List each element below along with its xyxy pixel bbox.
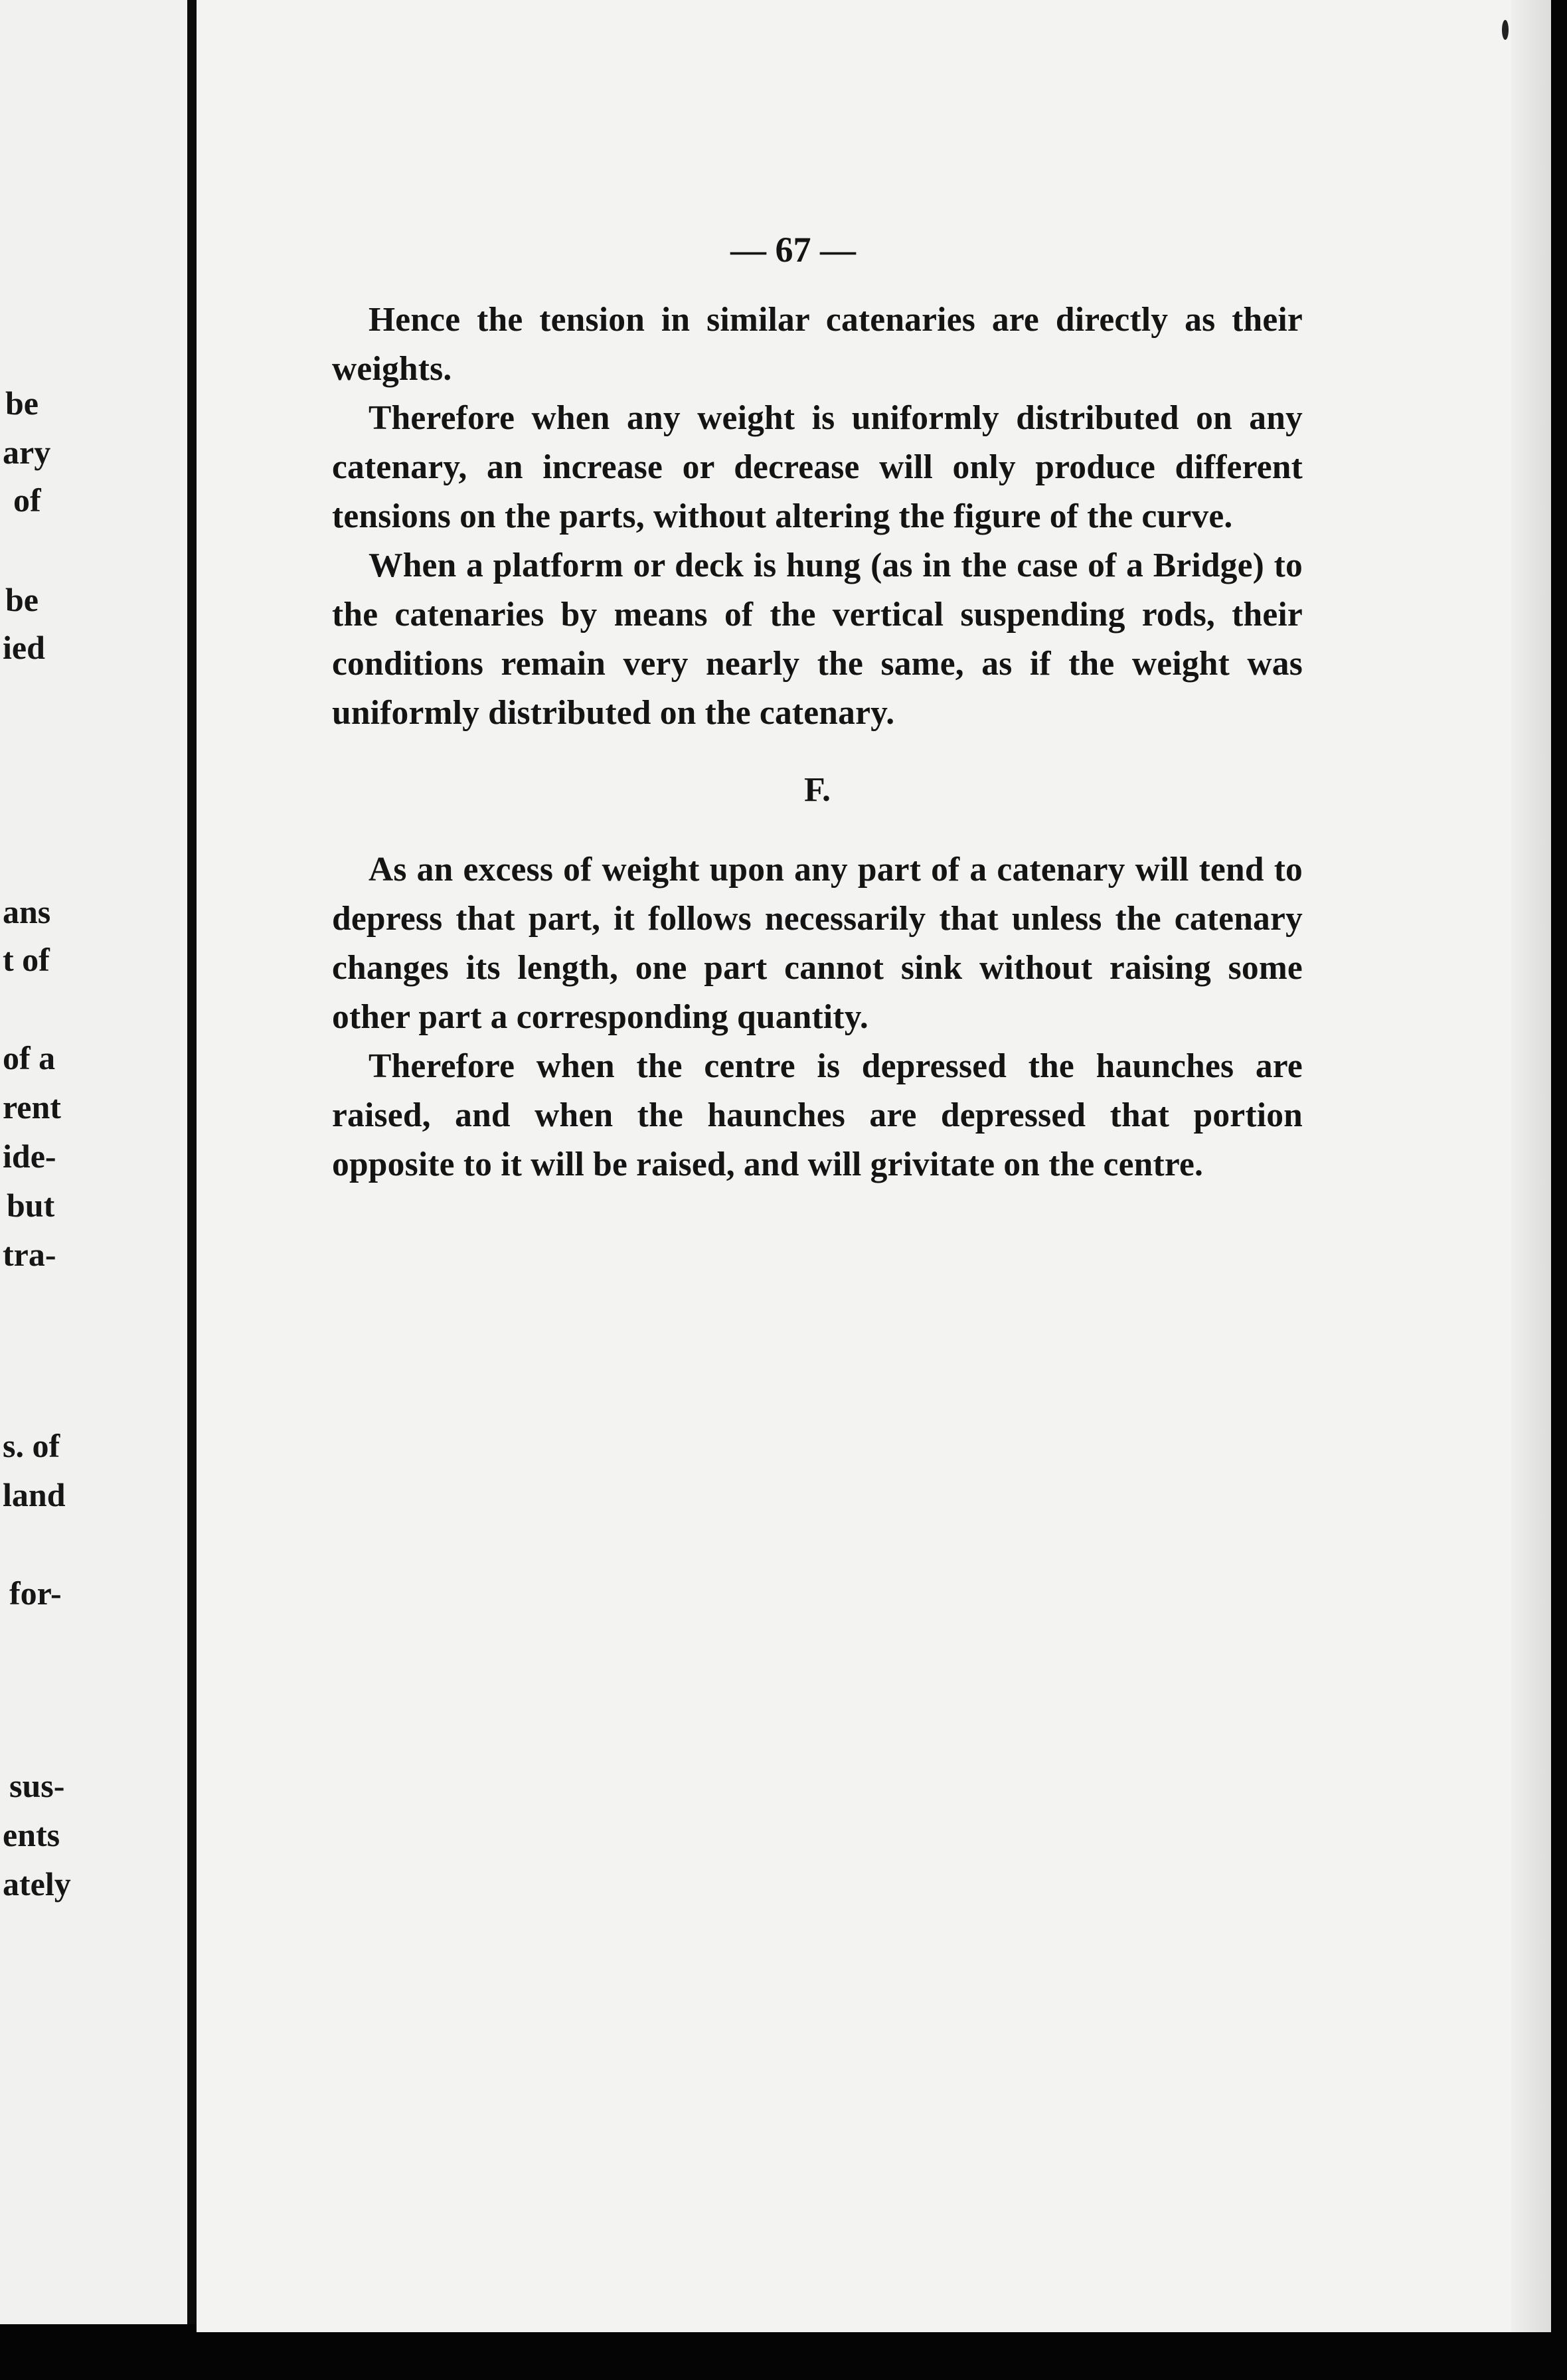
- ink-speck: [1502, 20, 1509, 40]
- facing-line-fragment: be: [5, 581, 39, 618]
- facing-line-fragment: rent: [3, 1088, 61, 1126]
- facing-line-fragment: for-: [9, 1574, 62, 1612]
- facing-page: [0, 0, 199, 2324]
- paragraph: When a platform or deck is hung (as in the case of a Bridge) to the catenaries by means of the vertical suspending rods, their conditions remain very nearly the same, as if the weight was uniformly distributed on the catenary.: [332, 547, 1303, 732]
- facing-line-fragment: ans: [3, 893, 51, 930]
- facing-line-fragment: be: [5, 384, 39, 422]
- book-gutter: [187, 0, 197, 2324]
- facing-line-fragment: ents: [3, 1816, 60, 1853]
- facing-line-fragment: of a: [3, 1039, 56, 1076]
- facing-line-fragment: land: [3, 1476, 66, 1513]
- facing-line-fragment: s. of: [3, 1427, 60, 1464]
- page-number: — 67 —: [730, 230, 856, 270]
- facing-line-fragment: ately: [3, 1865, 71, 1903]
- paragraph: Hence the tension in similar catenaries are directly as their weights.: [332, 301, 1303, 388]
- facing-line-fragment: tra-: [3, 1236, 56, 1273]
- page-edge-shadow: [1511, 0, 1551, 2332]
- facing-line-fragment: but: [7, 1187, 55, 1224]
- body-text: [332, 296, 1303, 1189]
- paragraph: Therefore when any weight is uniformly distributed on any catenary, an increase or decrease will only produce different tensions on the parts, without altering the figure of the curve.: [332, 399, 1303, 535]
- section-heading: F.: [804, 771, 831, 809]
- paragraph: As an excess of weight upon any part of a catenary will tend to depress that part, it follows necessarily that unless the catenary changes its length, one part cannot sink without raising some other part a corresponding quantity.: [332, 851, 1303, 1036]
- facing-line-fragment: ary: [3, 434, 51, 471]
- facing-line-fragment: ied: [3, 629, 45, 666]
- facing-line-fragment: of: [13, 481, 41, 519]
- facing-line-fragment: ide-: [3, 1138, 56, 1175]
- facing-line-fragment: sus-: [9, 1767, 65, 1804]
- facing-line-fragment: t of: [3, 941, 50, 978]
- paragraph: Therefore when the centre is depressed the haunches are raised, and when the haunches are depressed that portion opposite to it will be raised, and will grivitate on the centre.: [332, 1047, 1303, 1183]
